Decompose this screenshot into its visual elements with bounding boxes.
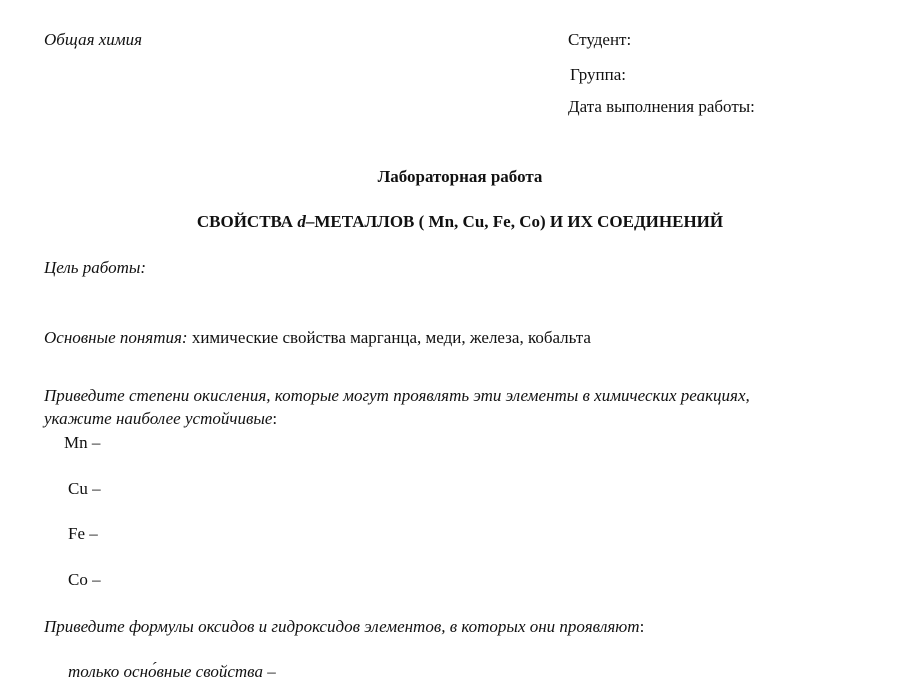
oxides-question-colon: : <box>639 617 645 636</box>
oxides-question-line <box>44 617 644 637</box>
page-title <box>0 212 920 232</box>
student-label: Студент: <box>568 30 632 49</box>
element-co: Co – <box>68 570 101 589</box>
oxidation-question-line1: Приведите степени окисления, которые могут проявлять эти элементы в химических реакциях, <box>44 386 750 405</box>
concepts-label: Основные понятия: <box>44 328 188 347</box>
goal-label: Цель работы: <box>44 258 147 277</box>
oxidation-question-text: укажите наиболее устойчивые <box>44 409 273 428</box>
group-label: Группа: <box>570 65 626 84</box>
title-part-1: СВОЙСТВА <box>196 212 298 231</box>
oxidation-question-line2 <box>44 409 277 429</box>
title-d-letter: d <box>297 212 306 231</box>
element-fe: Fe – <box>68 524 98 543</box>
basic-properties-label: только осно́вные свойства – <box>68 662 276 681</box>
title-part-2: –МЕТАЛЛОВ ( Mn, Cu, Fe, Co) И ИХ СОЕДИНЕНИЙ <box>305 212 724 231</box>
oxidation-question-colon: : <box>272 409 278 428</box>
element-mn: Mn – <box>64 433 101 452</box>
element-cu: Cu – <box>68 479 101 498</box>
concepts-text: химические свойства марганца, меди, железа, кобальта <box>187 328 591 347</box>
oxides-question: Приведите формулы оксидов и гидроксидов элементов, в которых они проявляют <box>44 617 640 636</box>
course-name: Общая химия <box>44 30 143 49</box>
date-label: Дата выполнения работы: <box>568 97 755 116</box>
lab-work-label: Лабораторная работа <box>377 167 543 186</box>
concepts-line <box>44 328 591 348</box>
